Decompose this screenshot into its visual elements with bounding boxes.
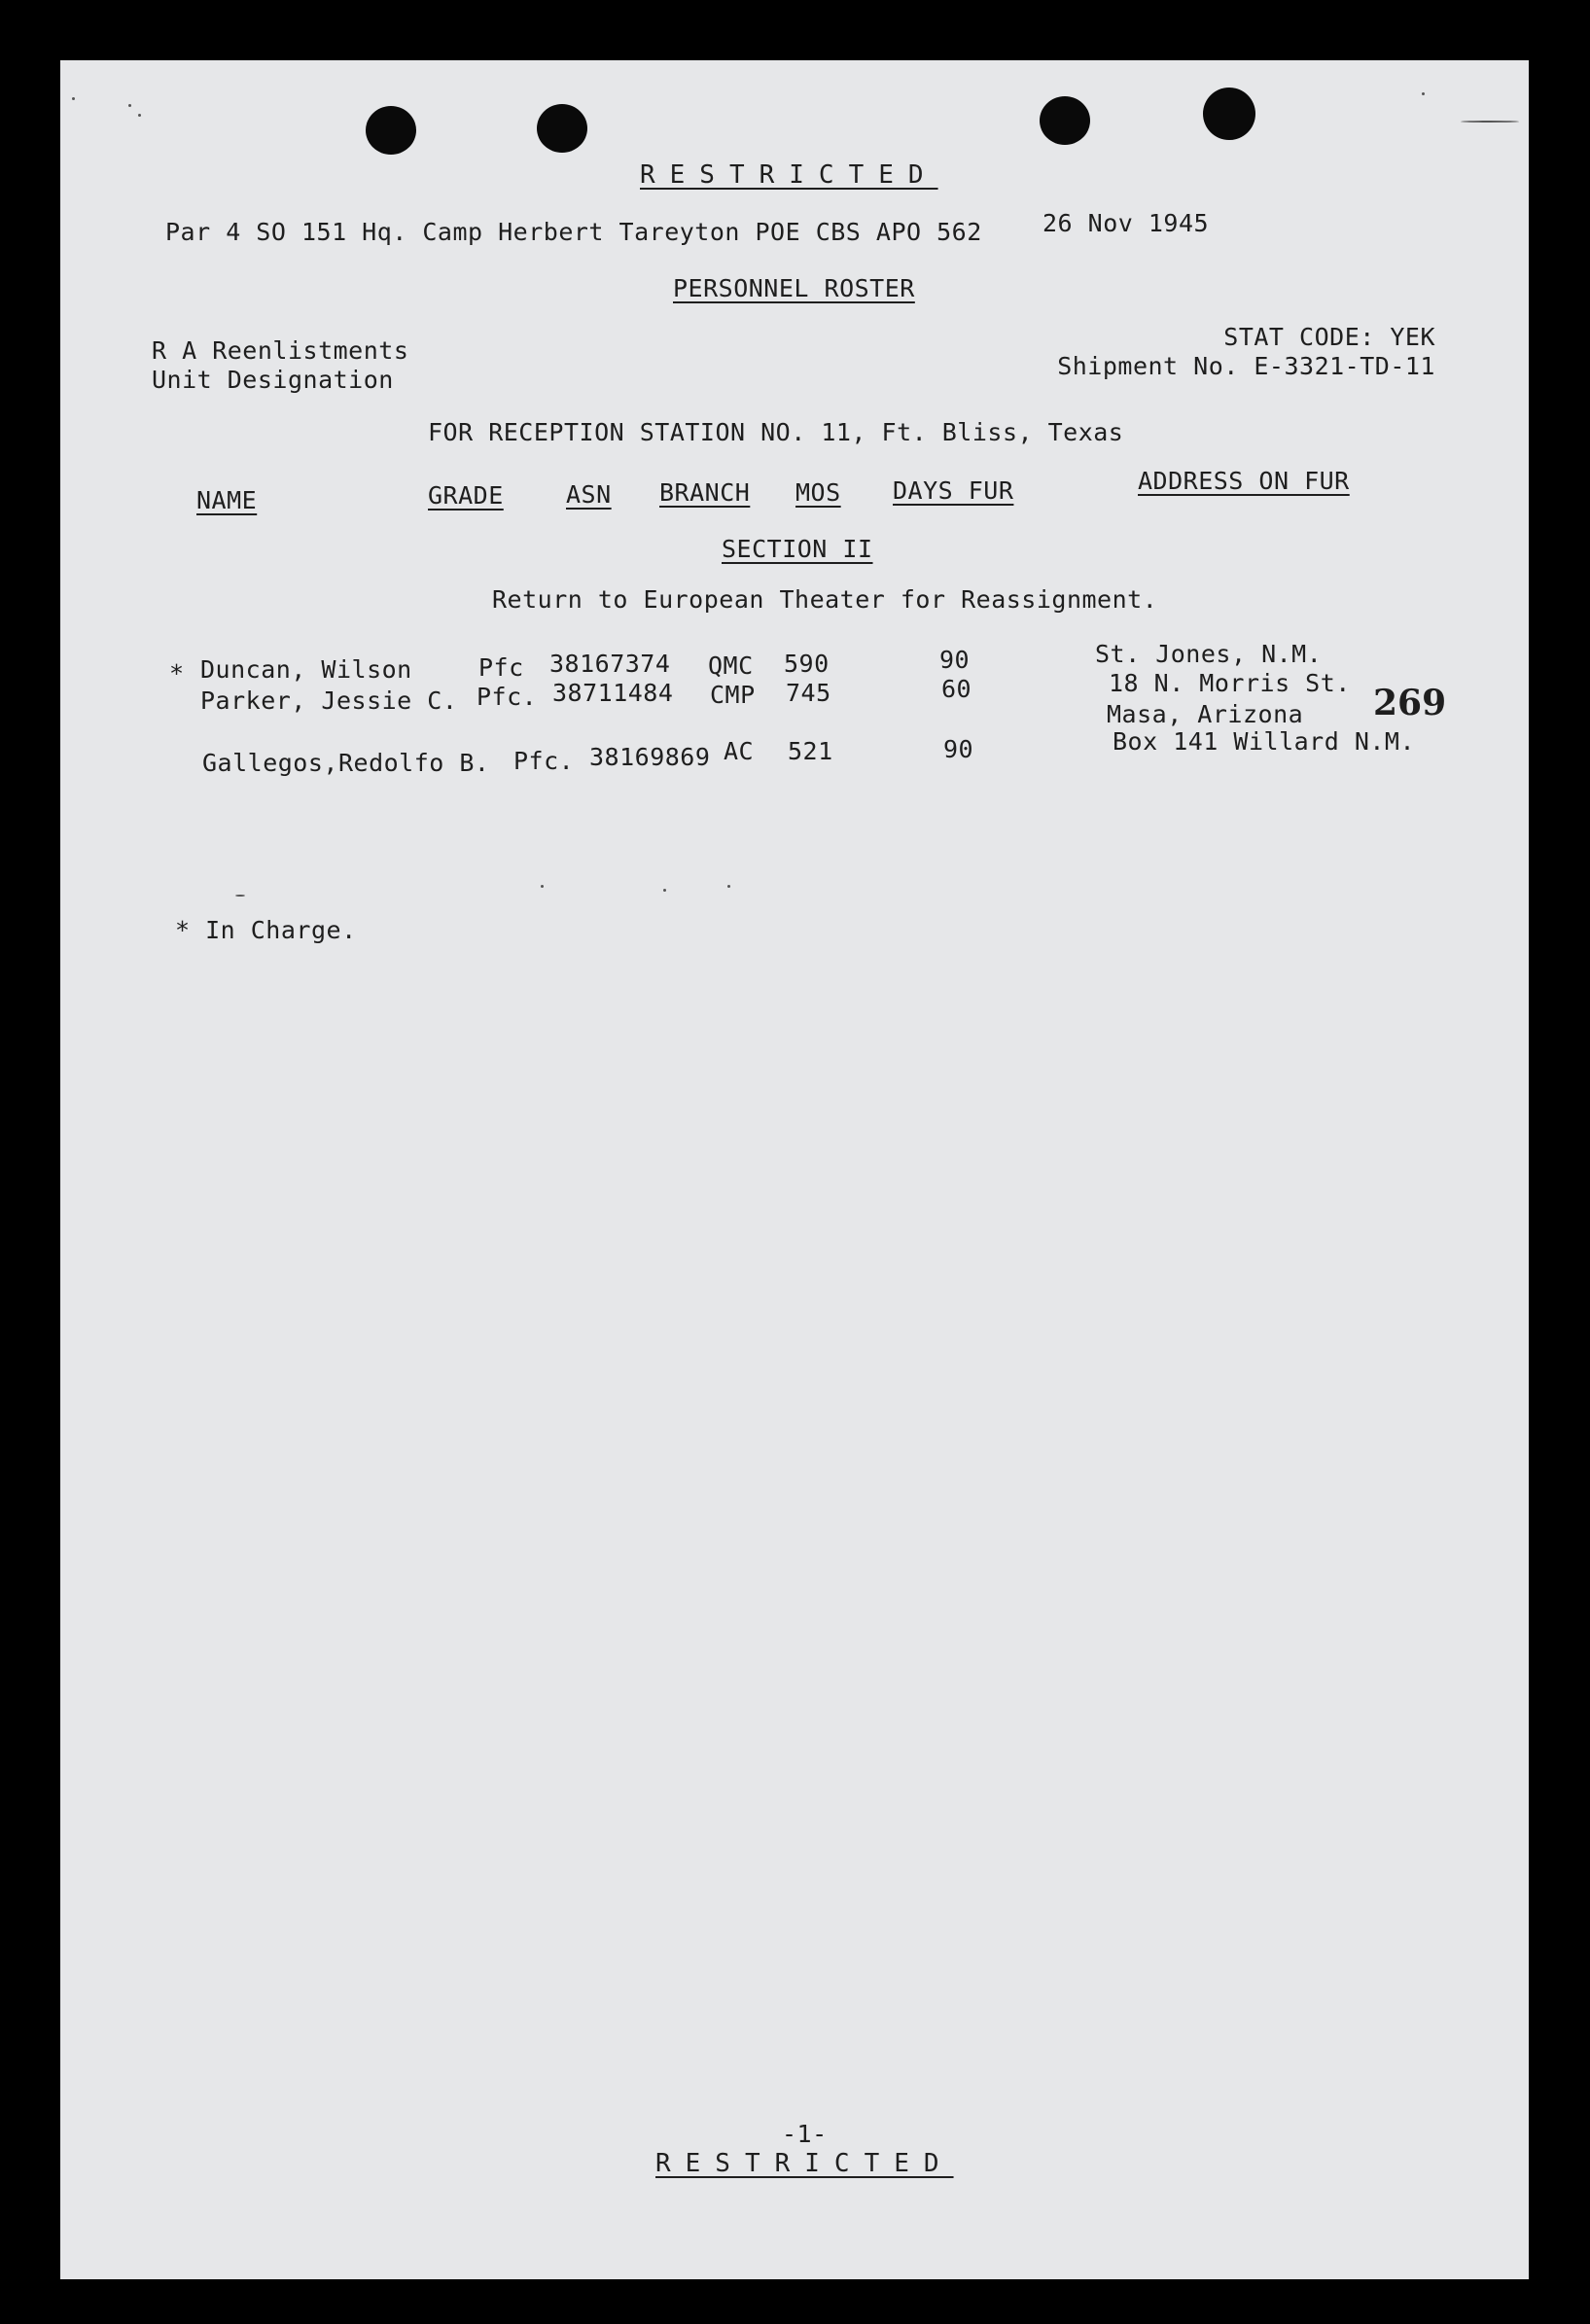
column-header-days-fur: DAYS FUR <box>893 476 1014 505</box>
row-grade: Pfc. <box>513 747 575 775</box>
row-mos: 590 <box>784 650 830 678</box>
column-header-mos: MOS <box>795 478 841 507</box>
row-days: 90 <box>939 646 971 674</box>
page-number: -1- <box>782 2120 828 2148</box>
speck <box>128 104 131 107</box>
section-note: Return to European Theater for Reassignment. <box>492 585 1158 614</box>
row-name: Gallegos,Redolfo B. <box>202 749 490 777</box>
row-days: 90 <box>943 735 974 763</box>
column-header-branch: BRANCH <box>659 478 751 507</box>
speck <box>663 889 666 892</box>
row-grade: Pfc <box>478 653 524 682</box>
speck <box>72 97 75 100</box>
speck <box>1461 121 1519 123</box>
order-line: Par 4 SO 151 Hq. Camp Herbert Tareyton POE CBS APO 562 <box>165 218 982 246</box>
row-grade: Pfc. <box>477 683 538 711</box>
row-address-line: Masa, Arizona <box>1107 700 1304 728</box>
punch-hole <box>1203 88 1255 140</box>
classification-top: RESTRICTED <box>640 160 938 190</box>
shipment-number: Shipment No. E-3321-TD-11 <box>1057 352 1435 380</box>
row-name: Duncan, Wilson <box>200 655 412 684</box>
row-branch: CMP <box>710 681 756 709</box>
column-header-name: NAME <box>196 486 258 514</box>
speck <box>138 114 141 117</box>
column-header-grade: GRADE <box>428 481 504 510</box>
margin-page-number: 269 <box>1373 683 1447 723</box>
row-mos: 521 <box>788 737 833 765</box>
row-branch: AC <box>724 737 755 765</box>
punch-hole <box>366 106 416 155</box>
speck <box>1422 92 1425 95</box>
order-date: 26 Nov 1945 <box>1042 209 1210 237</box>
row-mos: 745 <box>786 679 831 707</box>
document-page <box>60 60 1529 2279</box>
row-address-line: Box 141 Willard N.M. <box>1113 727 1416 756</box>
stat-code: STAT CODE: YEK <box>1223 323 1435 351</box>
document-title: PERSONNEL ROSTER <box>673 274 915 302</box>
column-header-asn: ASN <box>566 480 612 509</box>
column-header-address: ADDRESS ON FUR <box>1138 467 1350 495</box>
row-asn: 38711484 <box>552 679 674 707</box>
row-address-line: 18 N. Morris St. <box>1109 669 1351 697</box>
speck <box>235 895 245 897</box>
punch-hole <box>537 104 587 153</box>
section-heading: SECTION II <box>722 535 873 563</box>
row-days: 60 <box>941 675 972 703</box>
classification-bottom: RESTRICTED <box>655 2149 954 2178</box>
speck <box>541 885 544 888</box>
row-address-line: St. Jones, N.M. <box>1095 640 1323 668</box>
row-asn: 38167374 <box>549 650 671 678</box>
speck <box>727 885 730 888</box>
row-marker: * <box>169 659 185 687</box>
punch-hole <box>1040 96 1090 145</box>
row-asn: 38169869 <box>589 743 711 771</box>
row-name: Parker, Jessie C. <box>200 687 458 715</box>
footnote: * In Charge. <box>175 916 357 944</box>
left-block-line1: R A Reenlistments <box>152 336 409 365</box>
left-block-line2: Unit Designation <box>152 366 394 394</box>
destination-line: FOR RECEPTION STATION NO. 11, Ft. Bliss, Texas <box>428 418 1124 446</box>
row-branch: QMC <box>708 651 754 680</box>
